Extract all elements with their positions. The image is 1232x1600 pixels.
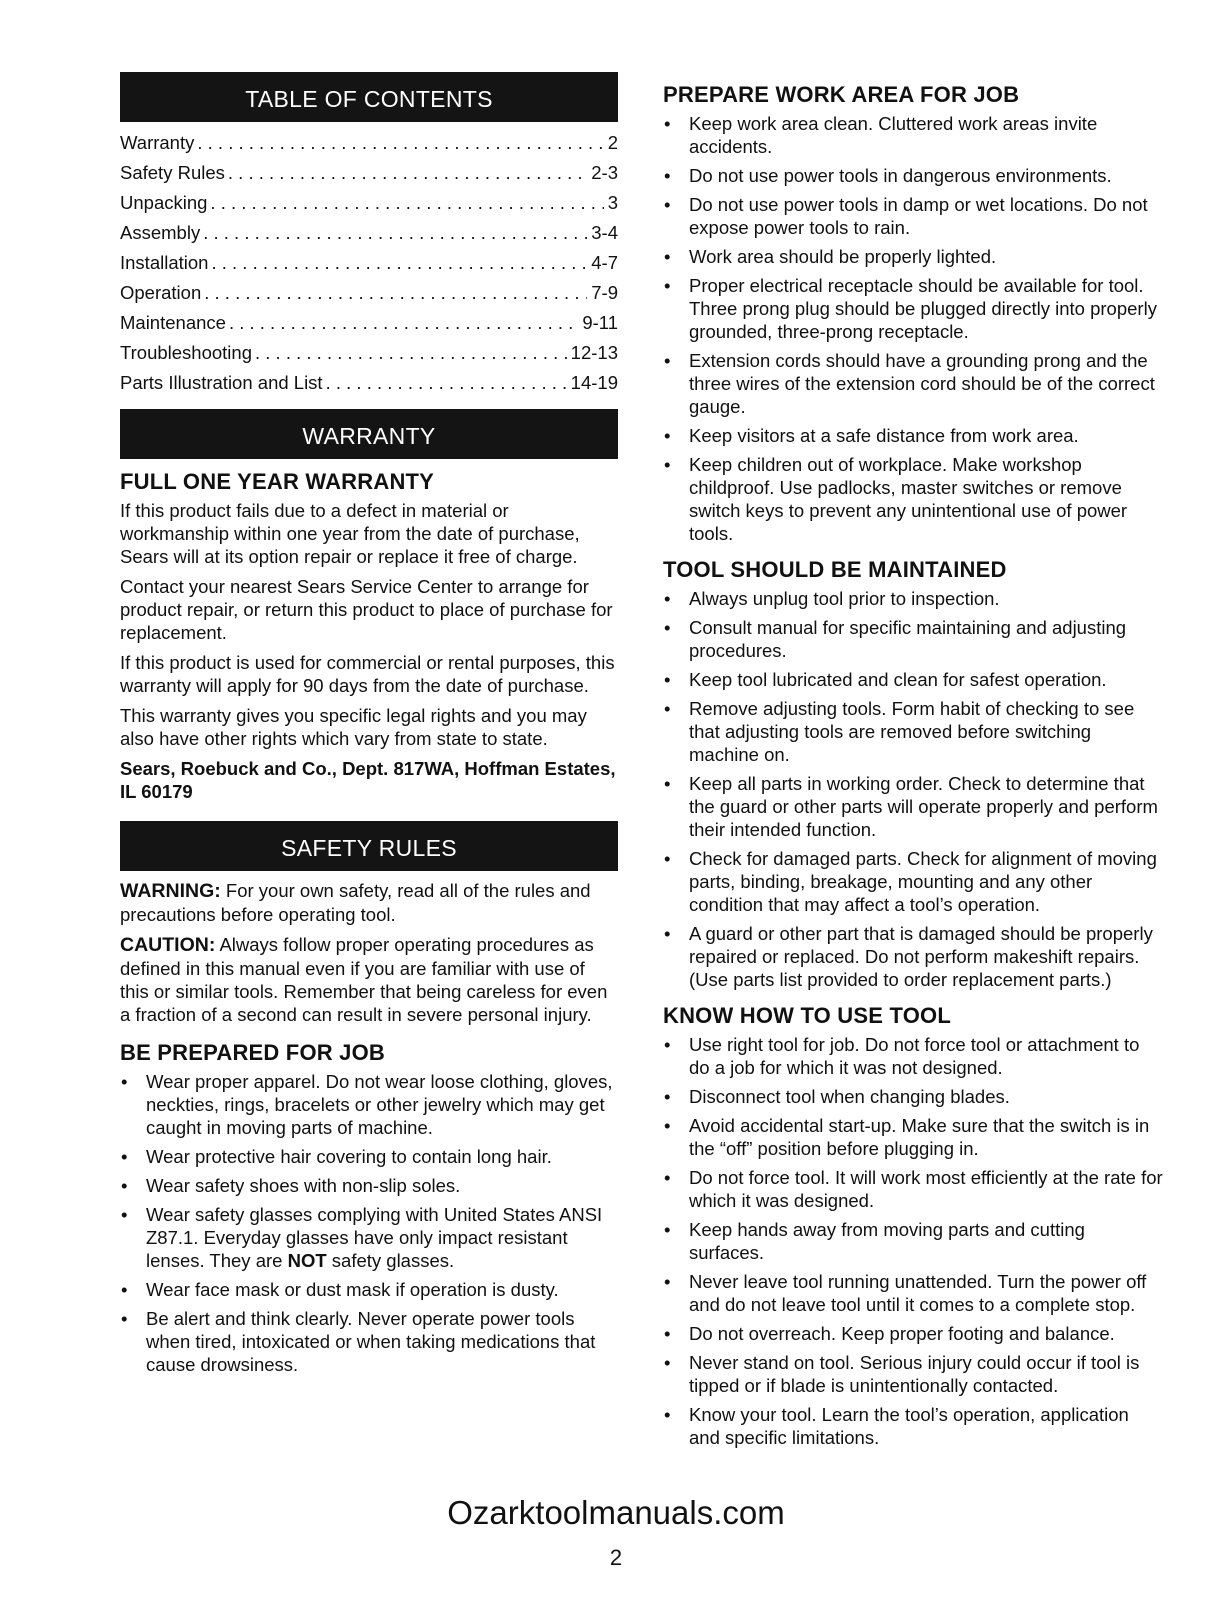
warranty-address: Sears, Roebuck and Co., Dept. 817WA, Hoffman Estates, IL 60179: [120, 758, 616, 802]
list-item: • Wear proper apparel. Do not wear loose clothing, gloves, neckties, rings, bracelets or other jewelry which may get caught in moving parts of machine.: [120, 1070, 618, 1139]
list-item: • Do not force tool. It will work most efficiently at the rate for which it was designed.: [663, 1166, 1163, 1212]
warranty-paragraph: If this product fails due to a defect in material or workmanship within one year from the date of purchase, Sears will at its option repair or replace it free of charge.: [120, 500, 580, 567]
list-item: • Do not use power tools in dangerous environments.: [663, 164, 1163, 187]
list-item: • Wear protective hair covering to contain long hair.: [120, 1145, 618, 1168]
list-item: • Check for damaged parts. Check for alignment of moving parts, binding, breakage, mounting and any other condition that may affect a tool’s operation.: [663, 847, 1163, 916]
warning-label: WARNING:: [120, 880, 221, 902]
toc-pages: 3: [607, 192, 618, 213]
toc-pages: 3-4: [591, 222, 618, 243]
toc-pages: 2: [607, 132, 618, 153]
list-item: • Do not overreach. Keep proper footing and balance.: [663, 1322, 1163, 1345]
list-item: • Avoid accidental start-up. Make sure that the switch is in the “off” position before plugging in.: [663, 1114, 1163, 1160]
list-item: • Work area should be properly lighted.: [663, 245, 1163, 268]
caution-label: CAUTION:: [120, 934, 216, 956]
toc-entry: [120, 308, 618, 338]
prepare-area-list: [663, 112, 1163, 545]
toc-pages: 7-9: [591, 282, 618, 303]
list-item: • Use right tool for job. Do not force tool or attachment to do a job for which it was not designed.: [663, 1033, 1163, 1079]
list-item: • Always unplug tool prior to inspection.: [663, 587, 1163, 610]
warranty-paragraph: If this product is used for commercial or rental purposes, this warranty will apply for 90 days from the date of purchase.: [120, 652, 615, 696]
be-prepared-list: [120, 1070, 618, 1376]
toc-entry: [120, 338, 618, 368]
list-item: • Never leave tool running unattended. Turn the power off and do not leave tool until it comes to a complete stop.: [663, 1270, 1163, 1316]
safety-banner: SAFETY RULES: [120, 821, 618, 871]
warranty-paragraph: Contact your nearest Sears Service Center to arrange for product repair, or return this product to place of purchase for replacement.: [120, 576, 613, 643]
caution-text: Always follow proper operating procedures as defined in this manual even if you are familiar with use of this or similar tools. Remember that being careless for even a fraction of a second can result in severe personal injury.: [120, 934, 608, 1025]
list-item: [120, 1203, 618, 1272]
toc-pages: 2-3: [591, 162, 618, 183]
list-item: • Keep tool lubricated and clean for safest operation.: [663, 668, 1163, 691]
toc-leader: [210, 188, 603, 218]
toc-title: Unpacking: [120, 192, 208, 213]
toc-title: Assembly: [120, 222, 201, 243]
toc-title: Operation: [120, 282, 202, 303]
toc-banner: TABLE OF CONTENTS: [120, 72, 618, 122]
list-item: • Remove adjusting tools. Form habit of checking to see that adjusting tools are removed before switching machine on.: [663, 697, 1163, 766]
toc-title: Warranty: [120, 132, 195, 153]
list-item: • Wear face mask or dust mask if operation is dusty.: [120, 1278, 618, 1301]
watermark-site-name: Ozarktoolmanuals.com: [447, 1494, 785, 1531]
toc-entry: [120, 278, 618, 308]
caution-paragraph: [120, 933, 618, 1026]
toc-pages: 9-11: [582, 312, 618, 333]
list-item: • Consult manual for specific maintaining and adjusting procedures.: [663, 616, 1163, 662]
toc-leader: [326, 368, 567, 398]
glasses-text-after: safety glasses.: [326, 1250, 455, 1271]
toc-title: Parts Illustration and List: [120, 372, 323, 393]
list-item: • Keep work area clean. Cluttered work areas invite accidents.: [663, 112, 1163, 158]
page-number: 2: [609, 1545, 623, 1570]
prepare-area-heading: PREPARE WORK AREA FOR JOB: [663, 82, 1020, 107]
list-item: • Proper electrical receptacle should be available for tool. Three prong plug should be plugged directly into properly grounded, three-prong receptacle.: [663, 274, 1163, 343]
list-item: • Keep all parts in working order. Check to determine that the guard or other parts will operate properly and perform their intended function.: [663, 772, 1163, 841]
toc-pages: 14-19: [570, 372, 618, 393]
toc-title: Installation: [120, 252, 209, 273]
maintained-list: [663, 587, 1163, 991]
toc-leader: [229, 308, 578, 338]
be-prepared-heading: BE PREPARED FOR JOB: [120, 1040, 385, 1065]
glasses-not-emphasis: NOT: [287, 1250, 327, 1271]
glasses-text-before: Wear safety glasses complying with United States ANSI Z87.1. Everyday glasses have only impact resistant lenses. They are: [146, 1204, 603, 1271]
list-item: • Do not use power tools in damp or wet locations. Do not expose power tools to rain.: [663, 193, 1163, 239]
toc-pages: 12-13: [570, 342, 618, 363]
toc-entry: [120, 128, 618, 158]
toc-leader: [211, 248, 587, 278]
know-tool-list: [663, 1033, 1163, 1449]
toc-title: Troubleshooting: [120, 342, 252, 363]
toc-leader: [255, 338, 567, 368]
toc-entry: [120, 248, 618, 278]
list-item: • Wear safety shoes with non-slip soles.: [120, 1174, 618, 1197]
left-column: [120, 72, 618, 1382]
toc-pages: 4-7: [591, 252, 618, 273]
warning-text: For your own safety, read all of the rules and precautions before operating tool.: [120, 880, 591, 925]
list-item: • Keep visitors at a safe distance from work area.: [663, 424, 1163, 447]
list-item: • Keep children out of workplace. Make workshop childproof. Use padlocks, master switches or remove switch keys to prevent any unintentional use of power tools.: [663, 453, 1163, 545]
warranty-paragraph: This warranty gives you specific legal rights and you may also have other rights which vary from state to state.: [120, 705, 587, 749]
list-item: • Be alert and think clearly. Never operate power tools when tired, intoxicated or when taking medications that cause drowsiness.: [120, 1307, 618, 1376]
warranty-subheading: FULL ONE YEAR WARRANTY: [120, 469, 435, 494]
toc-list: [120, 128, 618, 398]
toc-entry: [120, 218, 618, 248]
toc-leader: [204, 278, 587, 308]
toc-title: Safety Rules: [120, 162, 225, 183]
list-item: • A guard or other part that is damaged should be properly repaired or replaced. Do not perform makeshift repairs. (Use parts list provided to order replacement parts.): [663, 922, 1163, 991]
toc-leader: [197, 128, 603, 158]
list-item: • Know your tool. Learn the tool’s operation, application and specific limitations.: [663, 1403, 1163, 1449]
know-tool-heading: KNOW HOW TO USE TOOL: [663, 1003, 951, 1028]
toc-leader: [203, 218, 587, 248]
warranty-banner: WARRANTY: [120, 409, 618, 459]
toc-title: Maintenance: [120, 312, 226, 333]
maintained-heading: TOOL SHOULD BE MAINTAINED: [663, 557, 1007, 582]
toc-entry: [120, 368, 618, 398]
list-item: • Keep hands away from moving parts and cutting surfaces.: [663, 1218, 1163, 1264]
right-column: [663, 72, 1163, 1455]
warning-paragraph: [120, 879, 618, 926]
list-item: • Disconnect tool when changing blades.: [663, 1085, 1163, 1108]
toc-leader: [228, 158, 587, 188]
toc-entry: [120, 158, 618, 188]
list-item: • Never stand on tool. Serious injury could occur if tool is tipped or if blade is unintentionally contacted.: [663, 1351, 1163, 1397]
toc-entry: [120, 188, 618, 218]
list-item: • Extension cords should have a grounding prong and the three wires of the extension cord should be of the correct gauge.: [663, 349, 1163, 418]
